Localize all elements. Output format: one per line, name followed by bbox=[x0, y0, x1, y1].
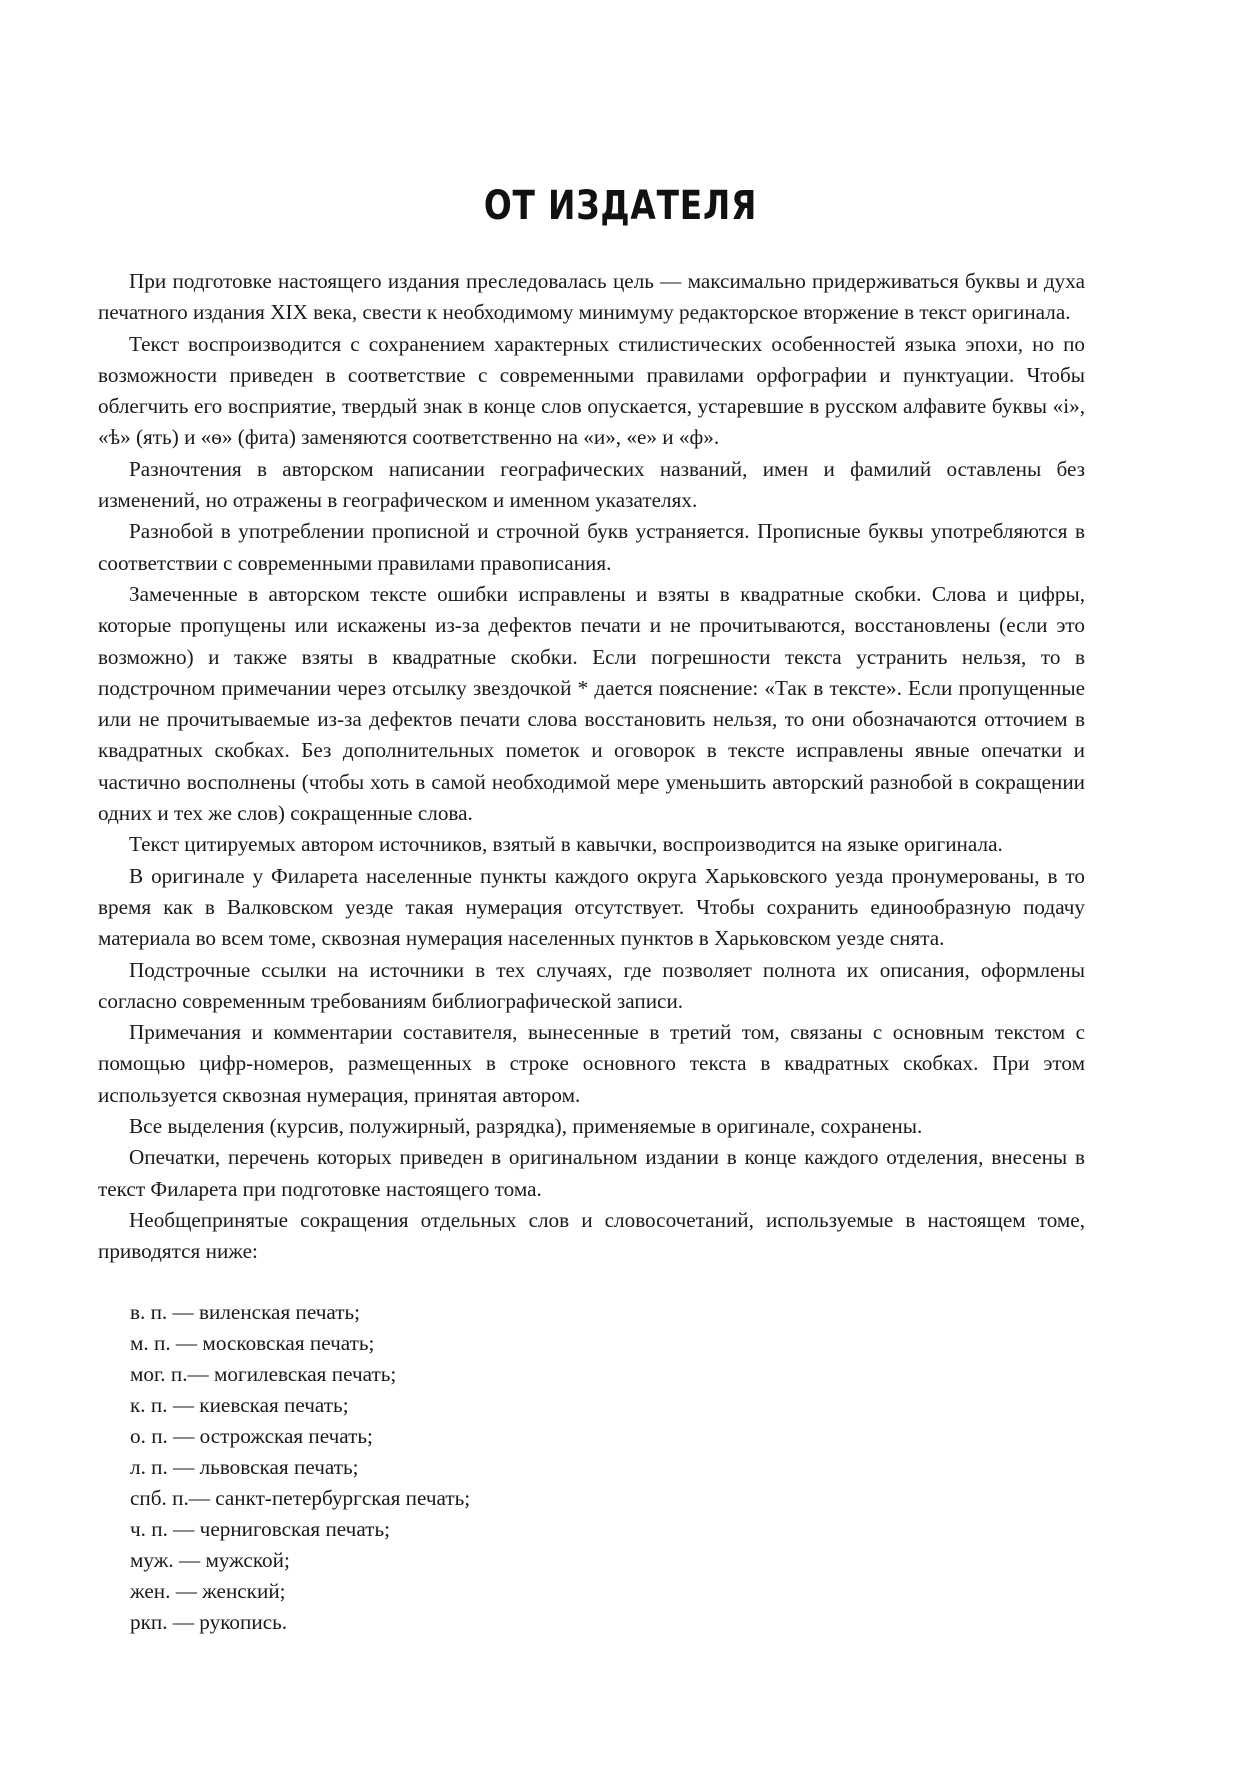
list-item: м. п. — московская печать; bbox=[130, 1331, 375, 1355]
paragraph: В оригинале у Филарета населенные пункты каждого округа Харьковского уезда пронумерованы, в то время как в Валковском уезде такая нумерация отсутствует. Чтобы сохранить единообразную подачу материала во всем томе, сквозная нумерация населенных пунктов в Харьковском уезде снята. bbox=[98, 863, 1085, 951]
abbreviation-list bbox=[130, 1297, 830, 1638]
list-item: спб. п.— санкт-петербургская печать; bbox=[130, 1486, 471, 1510]
list-item: о. п. — острожская печать; bbox=[130, 1424, 373, 1448]
list-item: к. п. — киевская печать; bbox=[130, 1393, 349, 1417]
paragraph: Все выделения (курсив, полужирный, разрядка), применяемые в оригинале, сохранены. bbox=[129, 1114, 923, 1139]
list-item: в. п. — виленская печать; bbox=[130, 1300, 361, 1324]
paragraph: Подстрочные ссылки на источники в тех случаях, где позволяет полнота их описания, оформлены согласно современным требованиям библиографической записи. bbox=[98, 957, 1085, 1013]
paragraph: Замеченные в авторском тексте ошибки исправлены и взяты в квадратные скобки. Слова и цифры, которые пропущены или искажены из-за дефектов печати и не прочитываются, восстановлены (если это возможно) и также взяты в квадратные скобки. Если погрешности текста устранить нельзя, то в подстрочном примечании через отсылку звездочкой * дается пояснение: «Так в тексте». Если пропущенные или не прочитываемые из-за дефектов печати слова восстановить нельзя, то они обозначаются отточием в квадратных скобках. Без дополнительных пометок и оговорок в тексте исправлены явные опечатки и частично восполнены (чтобы хоть в самой необходимой мере уменьшить авторский разнобой в сокращении одних и тех же слов) сокращенные слова. bbox=[98, 581, 1085, 826]
paragraph: Опечатки, перечень которых приведен в оригинальном издании в конце каждого отделения, внесены в текст Филарета при подготовке настоящего тома. bbox=[98, 1145, 1085, 1201]
list-item: жен. — женский; bbox=[130, 1579, 286, 1603]
list-item: л. п. — львовская печать; bbox=[130, 1455, 359, 1479]
list-item: муж. — мужской; bbox=[130, 1548, 290, 1572]
body-text bbox=[98, 266, 1085, 1268]
page-title: ОТ ИЗДАТЕЛЯ bbox=[483, 183, 758, 229]
paragraph: При подготовке настоящего издания преследовалась цель — максимально придерживаться буквы и духа печатного издания XIX века, свести к необходимому минимуму редакторское вторжение в текст оригинала. bbox=[98, 269, 1085, 325]
list-item: ч. п. — черниговская печать; bbox=[130, 1517, 390, 1541]
paragraph: Текст цитируемых автором источников, взятый в кавычки, воспроизводится на языке оригинала. bbox=[129, 832, 1003, 857]
list-item: ркп. — рукопись. bbox=[130, 1610, 288, 1634]
paragraph: Разнобой в употреблении прописной и строчной букв устраняется. Прописные буквы употребляются в соответствии с современными правилами правописания. bbox=[98, 519, 1085, 575]
paragraph: Необщепринятые сокращения отдельных слов и словосочетаний, используемые в настоящем томе, приводятся ниже: bbox=[98, 1207, 1085, 1264]
paragraph: Разночтения в авторском написании географических названий, имен и фамилий оставлены без изменений, но отражены в географическом и именном указателях. bbox=[98, 456, 1085, 513]
list-item: мог. п.— могилевская печать; bbox=[130, 1362, 397, 1386]
paragraph: Примечания и комментарии составителя, вынесенные в третий том, связаны с основным текстом с помощью цифр-номеров, размещенных в строке основного текста в квадратных скобках. При этом используется сквозная нумерация, принятая автором. bbox=[98, 1020, 1085, 1107]
paragraph: Текст воспроизводится с сохранением характерных стилистических особенностей языка эпохи, но по возможности приведен в соответствие с современными правилами орфографии и пунктуации. Чтобы облегчить его восприятие, твердый знак в конце слов опускается, устаревшие в русском алфавите буквы «і», «ѣ» (ять) и «ѳ» (фита) заменяются соответственно на «и», «е» и «ф». bbox=[98, 331, 1085, 450]
